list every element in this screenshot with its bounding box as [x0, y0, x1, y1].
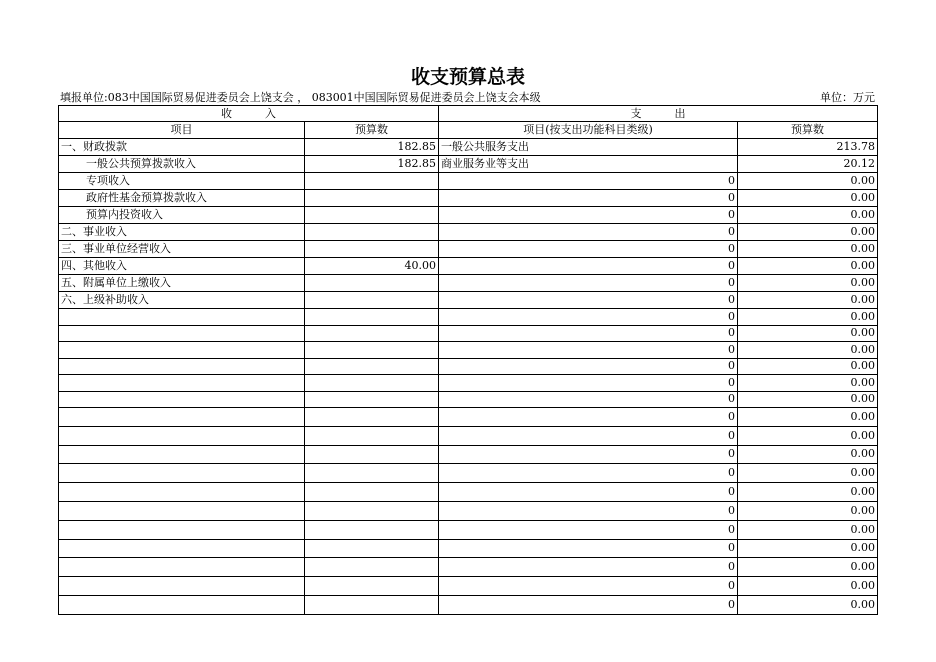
table-row [59, 375, 878, 392]
table-row [59, 445, 878, 464]
income-item-header: 项目 [59, 122, 305, 139]
table-row [59, 139, 878, 156]
income-item-cell [59, 577, 305, 596]
expense-item-cell: 0 [439, 464, 738, 483]
income-item-cell [59, 464, 305, 483]
income-item-cell: 三、事业单位经营收入 [59, 241, 305, 258]
expense-item-cell: 0 [439, 342, 738, 359]
table-row [59, 325, 878, 342]
expense-item-cell: 0 [439, 595, 738, 614]
income-item-cell: 五、附属单位上缴收入 [59, 275, 305, 292]
expense-amount-cell: 0.00 [738, 358, 878, 375]
income-amount-cell [305, 224, 439, 241]
income-amount-cell [305, 501, 439, 520]
income-amount-cell [305, 292, 439, 309]
income-item-cell: 四、其他收入 [59, 258, 305, 275]
expense-item-cell: 0 [439, 577, 738, 596]
expense-amount-cell: 20.12 [738, 156, 878, 173]
income-item-cell [59, 309, 305, 326]
expense-item-cell: 0 [439, 258, 738, 275]
income-section-header: 收 入 [59, 106, 439, 122]
table-row [59, 258, 878, 275]
expense-item-cell: 0 [439, 426, 738, 445]
income-amount-cell [305, 445, 439, 464]
income-item-cell: 一般公共预算拨款收入 [59, 156, 305, 173]
table-row [59, 275, 878, 292]
income-item-cell [59, 445, 305, 464]
income-item-cell [59, 501, 305, 520]
table-row [59, 520, 878, 539]
expense-amount-cell: 0.00 [738, 445, 878, 464]
income-item-cell [59, 375, 305, 392]
income-item-cell [59, 358, 305, 375]
table-row [59, 309, 878, 326]
budget-table [58, 105, 878, 615]
expense-amount-cell: 0.00 [738, 258, 878, 275]
expense-item-cell: 0 [439, 275, 738, 292]
table-row [59, 539, 878, 558]
income-amount-cell: 182.85 [305, 139, 439, 156]
unit-label: 单位：万元 [820, 91, 875, 104]
expense-item-cell: 一般公共服务支出 [439, 139, 738, 156]
expense-item-cell: 0 [439, 520, 738, 539]
income-amount-cell [305, 190, 439, 207]
income-amount-cell [305, 577, 439, 596]
income-item-cell [59, 558, 305, 577]
income-item-cell [59, 342, 305, 359]
income-amount-cell [305, 207, 439, 224]
expense-item-cell: 0 [439, 207, 738, 224]
income-item-cell: 一、财政拨款 [59, 139, 305, 156]
expense-item-cell: 0 [439, 501, 738, 520]
income-amount-cell [305, 358, 439, 375]
expense-amount-cell: 0.00 [738, 408, 878, 427]
expense-item-cell: 0 [439, 391, 738, 408]
income-amount-cell [305, 391, 439, 408]
expense-amount-cell: 0.00 [738, 483, 878, 502]
income-item-cell: 预算内投资收入 [59, 207, 305, 224]
expense-item-cell: 0 [439, 241, 738, 258]
income-amount-cell [305, 464, 439, 483]
expense-amount-cell: 0.00 [738, 173, 878, 190]
income-amount-cell [305, 408, 439, 427]
expense-item-cell: 0 [439, 375, 738, 392]
income-amount-cell [305, 558, 439, 577]
table-row [59, 358, 878, 375]
table-row [59, 426, 878, 445]
table-row [59, 501, 878, 520]
income-amount-cell [305, 595, 439, 614]
table-row [59, 595, 878, 614]
income-item-cell: 政府性基金预算拨款收入 [59, 190, 305, 207]
income-amount-cell [305, 309, 439, 326]
expense-amount-cell: 0.00 [738, 224, 878, 241]
expense-item-cell: 商业服务业等支出 [439, 156, 738, 173]
expense-amount-cell: 0.00 [738, 292, 878, 309]
income-item-cell: 二、事业收入 [59, 224, 305, 241]
income-amount-cell [305, 325, 439, 342]
income-item-cell [59, 595, 305, 614]
section-header-row [59, 106, 878, 122]
income-item-cell: 六、上级补助收入 [59, 292, 305, 309]
income-item-cell [59, 391, 305, 408]
table-row [59, 558, 878, 577]
expense-amount-cell: 0.00 [738, 241, 878, 258]
expense-amount-cell: 213.78 [738, 139, 878, 156]
expense-amount-cell: 0.00 [738, 275, 878, 292]
expense-item-header: 项目(按支出功能科目类级) [439, 122, 738, 139]
table-row [59, 241, 878, 258]
table-row [59, 207, 878, 224]
expense-item-cell: 0 [439, 292, 738, 309]
expense-item-cell: 0 [439, 325, 738, 342]
table-row [59, 156, 878, 173]
table-row [59, 190, 878, 207]
table-row [59, 173, 878, 190]
income-item-cell: 专项收入 [59, 173, 305, 190]
income-amount-cell: 40.00 [305, 258, 439, 275]
income-item-cell [59, 325, 305, 342]
table-row [59, 408, 878, 427]
income-amount-cell [305, 539, 439, 558]
income-amount-cell [305, 342, 439, 359]
reporting-unit: 填报单位:083中国国际贸易促进委员会上饶支会 ， 083001中国国际贸易促进委员会上饶支会本级 [60, 91, 541, 104]
income-amount-cell [305, 483, 439, 502]
expense-amount-cell: 0.00 [738, 501, 878, 520]
expense-amount-cell: 0.00 [738, 464, 878, 483]
income-item-cell [59, 520, 305, 539]
income-amount-cell [305, 426, 439, 445]
expense-amount-cell: 0.00 [738, 342, 878, 359]
table-row [59, 292, 878, 309]
expense-section-header: 支 出 [439, 106, 878, 122]
expense-amount-cell: 0.00 [738, 190, 878, 207]
income-amount-cell [305, 173, 439, 190]
expense-amount-cell: 0.00 [738, 595, 878, 614]
expense-amount-cell: 0.00 [738, 391, 878, 408]
income-amount-cell [305, 375, 439, 392]
table-row [59, 391, 878, 408]
expense-item-cell: 0 [439, 558, 738, 577]
expense-item-cell: 0 [439, 483, 738, 502]
expense-amount-cell: 0.00 [738, 207, 878, 224]
income-amount-cell: 182.85 [305, 156, 439, 173]
expense-item-cell: 0 [439, 309, 738, 326]
income-item-cell [59, 408, 305, 427]
expense-amount-cell: 0.00 [738, 558, 878, 577]
expense-item-cell: 0 [439, 445, 738, 464]
income-item-cell [59, 483, 305, 502]
expense-item-cell: 0 [439, 224, 738, 241]
income-item-cell [59, 539, 305, 558]
expense-amount-cell: 0.00 [738, 577, 878, 596]
expense-item-cell: 0 [439, 190, 738, 207]
expense-amount-cell: 0.00 [738, 325, 878, 342]
expense-amount-cell: 0.00 [738, 520, 878, 539]
expense-amount-cell: 0.00 [738, 309, 878, 326]
income-amount-cell [305, 241, 439, 258]
table-row [59, 464, 878, 483]
expense-item-cell: 0 [439, 539, 738, 558]
income-amount-cell [305, 275, 439, 292]
expense-amount-cell: 0.00 [738, 539, 878, 558]
table-row [59, 483, 878, 502]
income-item-cell [59, 426, 305, 445]
expense-budget-header: 预算数 [738, 122, 878, 139]
column-header-row [59, 122, 878, 139]
expense-item-cell: 0 [439, 358, 738, 375]
table-row [59, 342, 878, 359]
income-amount-cell [305, 520, 439, 539]
income-budget-header: 预算数 [305, 122, 439, 139]
expense-amount-cell: 0.00 [738, 426, 878, 445]
table-row [59, 577, 878, 596]
page-title: 收支预算总表 [410, 66, 525, 88]
expense-amount-cell: 0.00 [738, 375, 878, 392]
expense-item-cell: 0 [439, 408, 738, 427]
expense-item-cell: 0 [439, 173, 738, 190]
table-row [59, 224, 878, 241]
